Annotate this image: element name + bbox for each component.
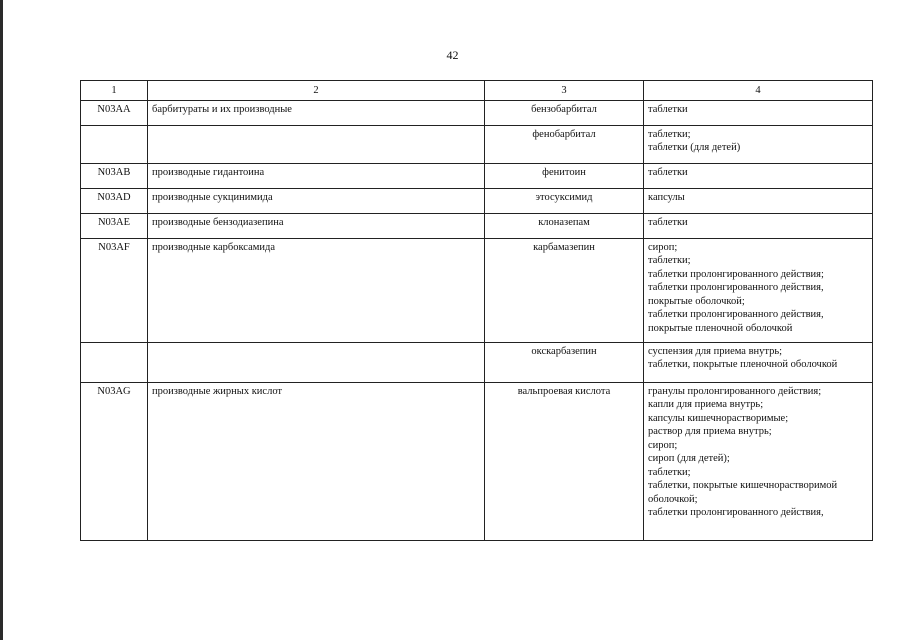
table-row: [81, 238, 873, 342]
dosage-form-line: таблетки: [648, 103, 688, 115]
dosage-forms-cell: [644, 163, 873, 188]
group-cell: производные жирных кислот: [148, 382, 485, 540]
dosage-form-line: капсулы: [648, 191, 685, 203]
atc-code-cell: N03AE: [81, 213, 148, 238]
table-header-row: [81, 81, 873, 101]
group-cell: производные гидантоина: [148, 163, 485, 188]
atc-code-cell: N03AB: [81, 163, 148, 188]
dosage-form-line: покрытые оболочкой;: [648, 295, 745, 307]
dosage-form-line: таблетки: [648, 216, 688, 228]
dosage-forms-cell: [644, 188, 873, 213]
inn-cell: фенобарбитал: [485, 125, 644, 163]
inn-cell: вальпроевая кислота: [485, 382, 644, 540]
atc-code-cell: N03AG: [81, 382, 148, 540]
group-cell: производные карбоксамида: [148, 238, 485, 342]
header-cell-2: 2: [148, 81, 485, 101]
dosage-form-line: таблетки (для детей): [648, 142, 741, 153]
header-cell-3: 3: [485, 81, 644, 101]
dosage-form-line: таблетки пролонгированного действия;: [648, 268, 824, 280]
table-body: [81, 81, 873, 541]
dosage-forms-cell: [644, 238, 873, 342]
dosage-forms-cell: [644, 100, 873, 125]
atc-code-cell: N03AD: [81, 188, 148, 213]
dosage-form-line: сироп (для детей);: [648, 453, 730, 464]
dosage-forms-cell: [644, 125, 873, 163]
dosage-form-line: гранулы пролонгированного действия;: [648, 385, 822, 397]
dosage-form-line: сироп;: [648, 439, 678, 451]
table-row: [81, 382, 873, 540]
dosage-form-line: сироп;: [648, 241, 678, 253]
table-row: [81, 100, 873, 125]
dosage-forms-cell: [644, 382, 873, 540]
inn-cell: фенитоин: [485, 163, 644, 188]
header-cell-1: 1: [81, 81, 148, 101]
inn-cell: клоназепам: [485, 213, 644, 238]
dosage-form-line: таблетки пролонгированного действия,: [648, 282, 824, 293]
dosage-forms-cell: [644, 342, 873, 382]
dosage-form-line: таблетки, покрытые кишечнорастворимой: [648, 480, 838, 491]
dosage-form-line: суспензия для приема внутрь;: [648, 345, 783, 357]
atc-code-cell: N03AA: [81, 100, 148, 125]
group-cell: производные бензодиазепина: [148, 213, 485, 238]
atc-code-cell: N03AF: [81, 238, 148, 342]
dosage-form-line: таблетки пролонгированного действия,: [648, 309, 824, 320]
dosage-form-line: таблетки;: [648, 255, 691, 266]
dosage-form-line: таблетки;: [648, 466, 691, 478]
dosage-form-line: таблетки: [648, 166, 688, 178]
dosage-form-line: таблетки, покрытые пленочной оболочкой: [648, 359, 838, 370]
dosage-form-line: покрытые пленочной оболочкой: [648, 322, 793, 334]
group-cell: барбитураты и их производные: [148, 100, 485, 125]
dosage-form-line: раствор для приема внутрь;: [648, 426, 772, 437]
table-row: [81, 125, 873, 163]
table-row: [81, 188, 873, 213]
table-row: [81, 163, 873, 188]
atc-code-cell: [81, 342, 148, 382]
dosage-form-line: таблетки пролонгированного действия,: [648, 507, 824, 518]
inn-cell: бензобарбитал: [485, 100, 644, 125]
dosage-forms-cell: [644, 213, 873, 238]
inn-cell: этосуксимид: [485, 188, 644, 213]
dosage-form-line: оболочкой;: [648, 493, 698, 505]
dosage-form-line: капсулы кишечнорастворимые;: [648, 412, 789, 424]
page-number: 42: [446, 48, 459, 62]
table-row: [81, 213, 873, 238]
inn-cell: карбамазепин: [485, 238, 644, 342]
dosage-form-line: таблетки;: [648, 128, 691, 140]
table-row: [81, 342, 873, 382]
header-cell-4: 4: [644, 81, 873, 101]
dosage-form-line: капли для приема внутрь;: [648, 399, 764, 410]
inn-cell: окскарбазепин: [485, 342, 644, 382]
group-cell: [148, 342, 485, 382]
group-cell: [148, 125, 485, 163]
atc-code-cell: [81, 125, 148, 163]
group-cell: производные сукцинимида: [148, 188, 485, 213]
drug-table: [80, 80, 873, 541]
page-left-edge: [0, 0, 3, 640]
